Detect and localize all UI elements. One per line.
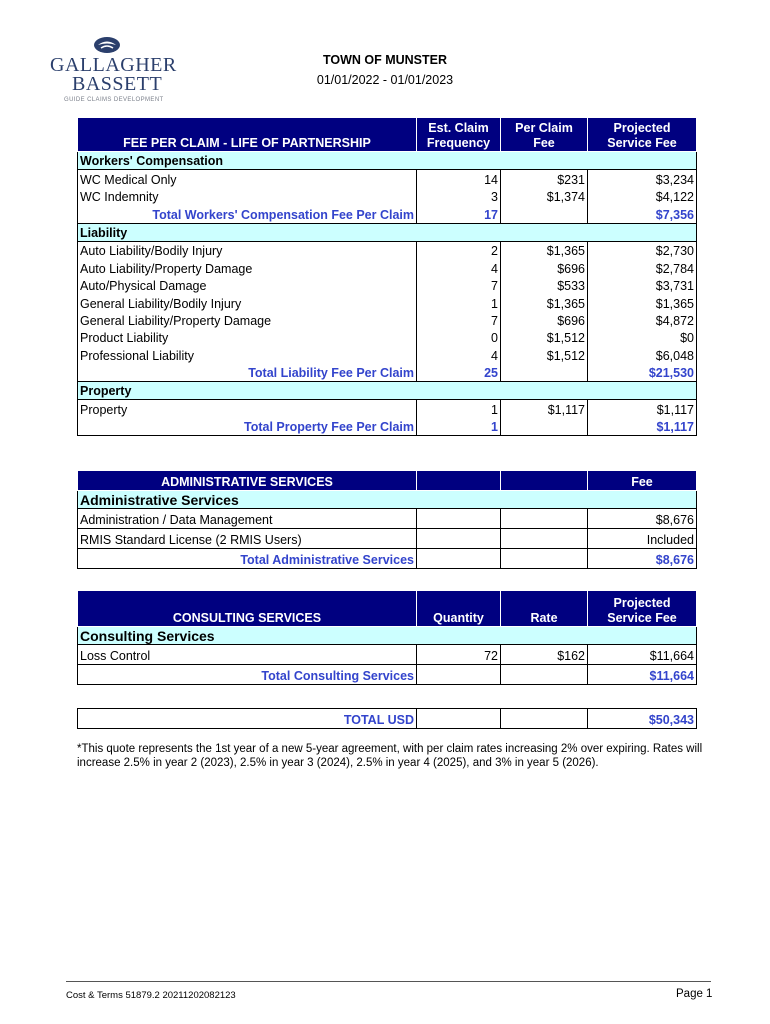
table-row: RMIS Standard License (2 RMIS Users) Included — [78, 529, 697, 549]
document-title: TOWN OF MUNSTER — [322, 53, 448, 67]
table-row: General Liability/Bodily Injury 1 $1,365 $1,365 — [78, 294, 697, 311]
footnote: *This quote represents the 1st year of a new 5-year agreement, with per claim rates increasing 2% over expiring. Rates will increase 2.5% in year 2 (2023), 2.5% in year 3 (2024), 2.5% in year 4 (2025), and 3% in year 5 (2026). — [77, 743, 703, 769]
consulting-services-table — [77, 590, 697, 685]
table-row: Administration / Data Management $8,676 — [78, 509, 697, 529]
grand-total-row — [78, 709, 697, 729]
logo-line-2: BASSETT — [72, 73, 163, 95]
fee-header-frequency: Est. Claim Frequency — [417, 118, 501, 152]
admin-services-table — [77, 470, 697, 569]
logo-tagline: GUIDE CLAIMS DEVELOPMENT — [64, 97, 164, 103]
globe-icon — [92, 36, 122, 54]
company-logo — [50, 34, 177, 106]
table-row: Auto Liability/Bodily Injury 2 $1,365 $2,730 — [78, 241, 697, 259]
table-row: General Liability/Property Damage 7 $696 $4,872 — [78, 312, 697, 329]
consult-header-description: CONSULTING SERVICES — [78, 591, 417, 627]
page-number: Page 1 — [676, 988, 713, 1000]
grand-total-value: $50,343 — [588, 709, 697, 729]
section-administrative: Administrative Services — [78, 491, 697, 509]
table-row: Product Liability 0 $1,512 $0 — [78, 329, 697, 346]
admin-total-row: Total Administrative Services $8,676 — [78, 549, 697, 569]
footer-divider — [66, 981, 711, 982]
wc-total-row: Total Workers' Compensation Fee Per Claim 17 $7,356 — [78, 205, 697, 223]
consult-header-rate: Rate — [501, 591, 588, 627]
fee-per-claim-table — [77, 117, 697, 436]
table-row: Professional Liability 4 $1,512 $6,048 — [78, 346, 697, 363]
consult-header-projected: Projected Service Fee — [588, 591, 697, 627]
table-row: WC Medical Only 14 $231 $3,234 — [78, 170, 697, 188]
section-workers-comp: Workers' Compensation — [78, 152, 697, 170]
fee-header-per-claim: Per Claim Fee — [501, 118, 588, 152]
fee-header-projected: Projected Service Fee — [588, 118, 697, 152]
document-period: 01/01/2022 - 01/01/2023 — [316, 73, 454, 87]
table-row: Auto/Physical Damage 7 $533 $3,731 — [78, 277, 697, 294]
table-row: Auto Liability/Property Damage 4 $696 $2,784 — [78, 259, 697, 276]
table-row: Loss Control 72 $162 $11,664 — [78, 645, 697, 665]
logo-line-1: GALLAGHER — [50, 54, 177, 76]
fee-header-description: FEE PER CLAIM - LIFE OF PARTNERSHIP — [78, 118, 417, 152]
consult-total-row: Total Consulting Services $11,664 — [78, 665, 697, 685]
liability-total-row: Total Liability Fee Per Claim 25 $21,530 — [78, 364, 697, 382]
grand-total-label: TOTAL USD — [78, 709, 417, 729]
table-row: WC Indemnity 3 $1,374 $4,122 — [78, 188, 697, 205]
property-total-row: Total Property Fee Per Claim 1 $1,117 — [78, 418, 697, 436]
section-property: Property — [78, 382, 697, 400]
admin-header-fee: Fee — [588, 471, 697, 491]
grand-total-table — [77, 708, 697, 729]
admin-header-description: ADMINISTRATIVE SERVICES — [78, 471, 417, 491]
consult-header-quantity: Quantity — [417, 591, 501, 627]
section-consulting: Consulting Services — [78, 627, 697, 645]
section-liability: Liability — [78, 223, 697, 241]
footer-reference: Cost & Terms 51879.2 20211202082123 — [66, 990, 236, 1001]
table-row: Property 1 $1,117 $1,117 — [78, 400, 697, 418]
